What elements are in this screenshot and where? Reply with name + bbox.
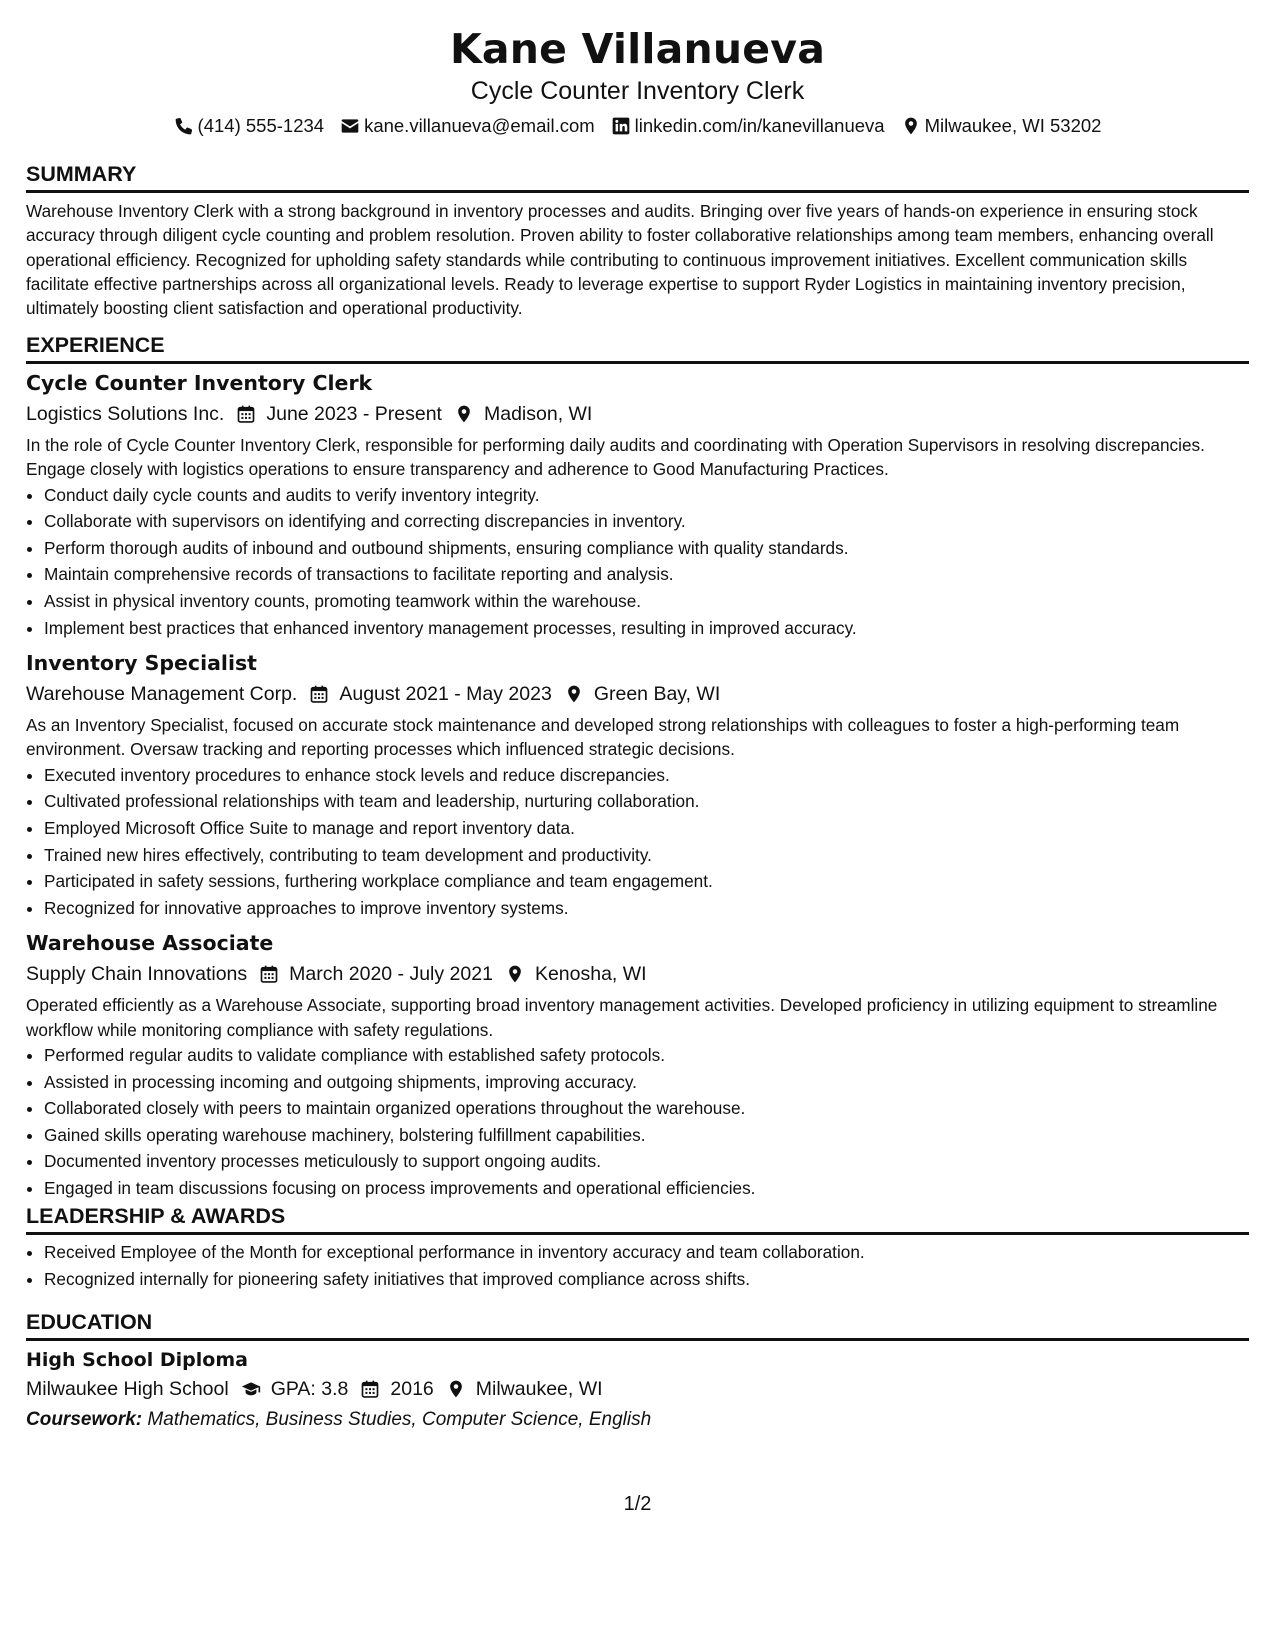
summary-heading: SUMMARY [26, 160, 1249, 193]
list-item: • Assisted in processing incoming and outgoing shipments, improving accuracy. [44, 1069, 1249, 1096]
linkedin-link[interactable]: linkedin.com/in/kanevillanueva [634, 115, 885, 136]
envelope-icon [340, 116, 360, 136]
list-item: • Collaborate with supervisors on identifying and correcting discrepancies in inventory. [44, 508, 1249, 535]
company-name: Logistics Solutions Inc. [26, 403, 225, 425]
education-heading: EDUCATION [26, 1308, 1249, 1341]
job-entry [26, 929, 1249, 1201]
job-dates: August 2021 - May 2023 [339, 683, 552, 706]
school-name: Milwaukee High School [26, 1378, 229, 1400]
school-location: Milwaukee, WI [475, 1378, 603, 1400]
job-location: Madison, WI [483, 403, 593, 425]
list-item: • Implement best practices that enhanced inventory management processes, resulting in improved accuracy. [44, 615, 1249, 642]
calendar-icon [360, 1379, 380, 1399]
list-item: • Conduct daily cycle counts and audits to verify inventory integrity. [44, 482, 1249, 509]
contact-linkedin[interactable] [611, 113, 885, 139]
job-dates: March 2020 - July 2021 [289, 963, 493, 986]
job-location: Green Bay, WI [593, 683, 721, 706]
list-item: • Employed Microsoft Office Suite to manage and report inventory data. [44, 815, 1249, 842]
calendar-icon [236, 404, 256, 424]
leadership-heading: LEADERSHIP & AWARDS [26, 1202, 1249, 1235]
list-item: • Documented inventory processes meticulously to support ongoing audits. [44, 1148, 1249, 1175]
job-meta [26, 679, 1249, 709]
list-item: • Assist in physical inventory counts, promoting teamwork within the warehouse. [44, 588, 1249, 615]
graduation-year: 2016 [390, 1378, 434, 1400]
contact-email[interactable] [340, 113, 595, 139]
job-description: As an Inventory Specialist, focused on accurate stock maintenance and developed strong relationships with colleagues to foster a high-performing team environment. Oversaw tracking and reporting processes which influenced strategic decisions. [26, 715, 1180, 760]
list-item: • Engaged in team discussions focusing on process improvements and operational efficiencies. [44, 1175, 1249, 1202]
map-pin-icon [446, 1379, 466, 1399]
coursework-label: Coursework: [26, 1409, 143, 1430]
experience-section [26, 331, 1249, 1201]
list-item: • Recognized for innovative approaches to improve inventory systems. [44, 895, 1249, 922]
job-title: Cycle Counter Inventory Clerk [26, 371, 373, 395]
map-pin-icon [901, 116, 921, 136]
job-meta [26, 399, 1249, 429]
education-section [26, 1308, 1249, 1434]
experience-heading: EXPERIENCE [26, 331, 1249, 364]
list-item: • Participated in safety sessions, furthering workplace compliance and team engagement. [44, 868, 1249, 895]
job-bullets [26, 762, 1249, 922]
resume-page [26, 0, 1249, 1430]
job-title: Inventory Specialist [26, 651, 257, 676]
degree-title: High School Diploma [26, 1349, 248, 1371]
job-meta [26, 959, 1249, 989]
list-item: • Maintain comprehensive records of transactions to facilitate reporting and analysis. [44, 561, 1249, 588]
gpa-text: GPA: 3.8 [270, 1378, 349, 1400]
summary-section [26, 160, 1249, 320]
coursework-list: Mathematics, Business Studies, Computer Science, English [147, 1409, 652, 1430]
company-name: Warehouse Management Corp. [26, 683, 298, 706]
job-entry [26, 369, 1249, 641]
list-item: • Perform thorough audits of inbound and outbound shipments, ensuring compliance with quality standards. [44, 535, 1249, 562]
calendar-icon [259, 964, 279, 984]
job-location: Kenosha, WI [534, 963, 647, 986]
leadership-section [26, 1202, 1249, 1292]
job-description: Operated efficiently as a Warehouse Associate, supporting broad inventory management activities. Developed proficiency in utilizing equipment to streamline workflow while monitoring compliance with safety regulations. [26, 995, 1218, 1040]
company-name: Supply Chain Innovations [26, 963, 248, 986]
map-pin-icon [564, 684, 584, 704]
candidate-name: Kane Villanueva [449, 25, 826, 73]
linkedin-icon [611, 116, 631, 136]
list-item: • Trained new hires effectively, contributing to team development and productivity. [44, 842, 1249, 869]
map-pin-icon [454, 404, 474, 424]
leadership-bullets [26, 1239, 1249, 1292]
contact-bar [26, 113, 1249, 139]
education-meta [26, 1374, 1249, 1404]
job-description: In the role of Cycle Counter Inventory Clerk, responsible for performing daily audits and coordinating with Operation Supervisors in resolving discrepancies. Engage closely with logistics operations to ensure transparency and adherence to Good Manufacturing Practices. [26, 435, 1205, 480]
contact-phone [174, 113, 325, 139]
calendar-icon [309, 684, 329, 704]
job-bullets [26, 482, 1249, 642]
list-item: • Gained skills operating warehouse machinery, bolstering fulfillment capabilities. [44, 1122, 1249, 1149]
list-item: • Cultivated professional relationships with team and leadership, nurturing collaboration. [44, 788, 1249, 815]
job-title: Warehouse Associate [26, 931, 274, 956]
candidate-title: Cycle Counter Inventory Clerk [470, 77, 805, 105]
job-entry [26, 649, 1249, 921]
job-bullets [26, 1042, 1249, 1202]
summary-text: Warehouse Inventory Clerk with a strong background in inventory processes and audits. Bringing over five years of hands-on experience in ensuring stock accuracy through diligent cycle counting and problem resolution. Proven ability to foster collaborative relationships among team members, enhancing overall operational efficiency. Recognized for upholding safety standards while contributing to continuous improvement initiatives. Excellent communication skills facilitate effective partnerships across all organizational levels. Ready to leverage expertise to support Ryder Logistics in maintaining inventory precision, ultimately boosting client satisfaction and operational productivity. [26, 201, 1214, 319]
contact-location [901, 113, 1102, 139]
resume-header [26, 0, 1249, 139]
list-item: • Received Employee of the Month for exceptional performance in inventory accuracy and team collaboration. [44, 1239, 1249, 1266]
email-link[interactable]: kane.villanueva@email.com [364, 115, 595, 136]
map-pin-icon [505, 964, 525, 984]
job-dates: June 2023 - Present [266, 403, 442, 425]
graduation-cap-icon [241, 1379, 261, 1399]
list-item: • Performed regular audits to validate compliance with established safety protocols. [44, 1042, 1249, 1069]
list-item: • Executed inventory procedures to enhance stock levels and reduce discrepancies. [44, 762, 1249, 789]
page-number: 1/2 [623, 1493, 652, 1515]
phone-icon [174, 116, 194, 136]
coursework [26, 1406, 1249, 1434]
list-item: • Recognized internally for pioneering safety initiatives that improved compliance across shifts. [44, 1266, 1249, 1293]
location-text: Milwaukee, WI 53202 [924, 115, 1102, 136]
phone-text: (414) 555-1234 [197, 115, 325, 136]
list-item: • Collaborated closely with peers to maintain organized operations throughout the warehouse. [44, 1095, 1249, 1122]
